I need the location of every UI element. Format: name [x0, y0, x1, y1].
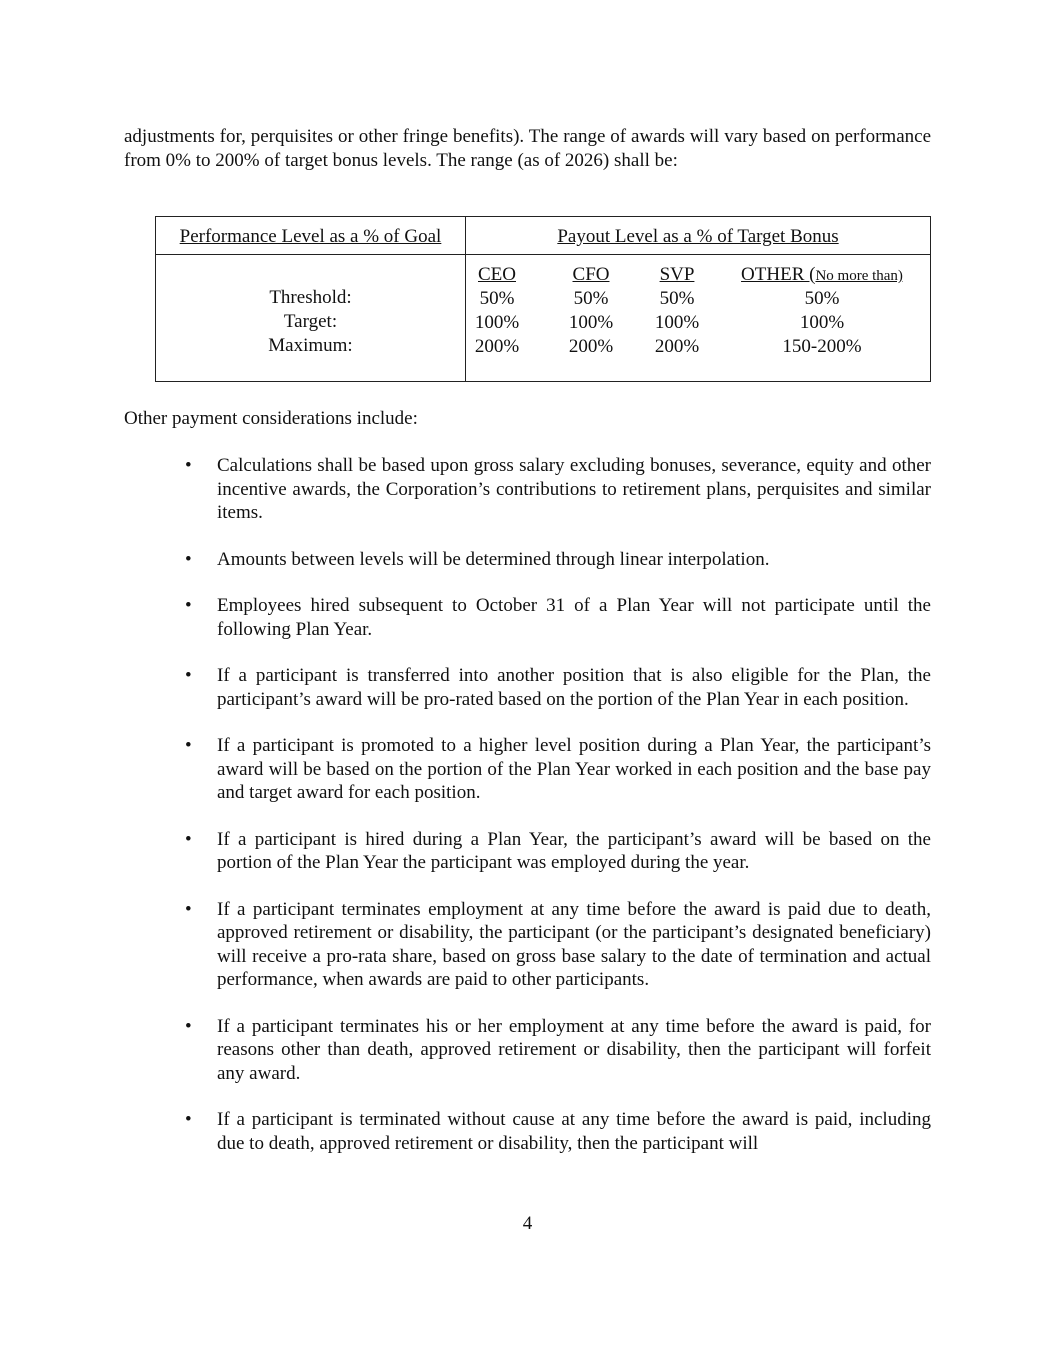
- column-header-other-name: OTHER (: [741, 264, 816, 285]
- list-item-text: If a participant terminates his or her employment at any time before the award is paid, for reasons other than death, approved retirement or disability, then the participant will forfeit any award.: [217, 1015, 931, 1084]
- ceo-threshold-value: 50%: [479, 288, 515, 309]
- considerations-heading: Other payment considerations include:: [124, 408, 418, 429]
- list-item: [124, 828, 931, 875]
- svp-maximum-value: 200%: [654, 336, 700, 357]
- list-item-text: Employees hired subsequent to October 31 of a Plan Year will not participate until the following Plan Year.: [217, 595, 931, 640]
- column-other: [724, 263, 920, 359]
- list-item: [124, 454, 931, 525]
- svp-target-value: 100%: [654, 312, 700, 333]
- intro-paragraph: adjustments for, perquisites or other fringe benefits). The range of awards will vary based on performance from 0% to 200% of target bonus levels. The range (as of 2026) shall be:: [124, 126, 931, 171]
- list-item-text: If a participant terminates employment at any time before the award is paid due to death, approved retirement or disability, the participant (or the participant’s designated beneficiary) will receive a pro-rata share, based on gross base salary to the date of termination and actual performance, when awards are paid to other participants.: [217, 898, 931, 990]
- cfo-target-value: 100%: [568, 312, 614, 333]
- column-header-ceo: CEO: [478, 264, 516, 285]
- ceo-target-value: 100%: [474, 312, 520, 333]
- list-item-text: If a participant is transferred into another position that is also eligible for the Plan, the participant’s award will be pro-rated based on the portion of the Plan Year in each position.: [217, 665, 931, 710]
- bullet-icon: •: [185, 735, 192, 756]
- considerations-list: [124, 454, 931, 1178]
- list-item: [124, 1108, 931, 1155]
- bullet-icon: •: [185, 595, 192, 616]
- column-ceo: [474, 263, 520, 359]
- list-item-text: If a participant is hired during a Plan Year, the participant’s award will be based on the portion of the Plan Year the participant was employed during the year.: [217, 828, 931, 873]
- bullet-icon: •: [185, 828, 192, 850]
- list-item-text: If a participant is promoted to a higher level position during a Plan Year, the participant’s award will be based on the portion of the Plan Year worked in each position and the base pay and target award for each position.: [217, 735, 931, 803]
- column-cfo: [567, 263, 615, 359]
- bullet-icon: •: [185, 898, 192, 920]
- list-item: [124, 594, 931, 641]
- other-threshold-value: 50%: [804, 288, 840, 309]
- column-header-other: [724, 263, 920, 287]
- column-header-other-note: No more than): [815, 268, 903, 284]
- bullet-icon: •: [185, 1109, 192, 1130]
- list-item: [124, 1015, 931, 1086]
- list-item: [124, 548, 931, 572]
- cfo-maximum-value: 200%: [568, 336, 614, 357]
- list-item: [124, 898, 931, 992]
- bullet-icon: •: [185, 1015, 192, 1037]
- list-item: [124, 734, 931, 805]
- column-svp: [652, 263, 702, 359]
- level-labels: [156, 286, 465, 358]
- bullet-icon: •: [185, 548, 192, 570]
- ceo-maximum-value: 200%: [474, 336, 520, 357]
- list-item-text: Calculations shall be based upon gross salary excluding bonuses, severance, equity and other incentive awards, the Corporation’s contributions to retirement plans, perquisites and similar items.: [217, 455, 931, 523]
- list-item-text: Amounts between levels will be determined through linear interpolation.: [217, 548, 770, 570]
- cfo-threshold-value: 50%: [573, 288, 609, 309]
- other-target-value: 100%: [799, 312, 845, 333]
- level-label-target: Target:: [283, 311, 338, 332]
- level-label-maximum: Maximum:: [268, 335, 353, 356]
- column-header-cfo: CFO: [572, 264, 610, 285]
- column-header-svp: SVP: [659, 264, 695, 285]
- svp-threshold-value: 50%: [659, 288, 695, 309]
- bullet-icon: •: [185, 455, 192, 476]
- list-item-text: If a participant is terminated without cause at any time before the award is paid, including due to death, approved retirement or disability, then the participant will: [217, 1109, 931, 1154]
- list-item: [124, 664, 931, 711]
- page-number: 4: [522, 1213, 533, 1234]
- bullet-icon: •: [185, 665, 192, 686]
- payout-level-header: Payout Level as a % of Target Bonus: [557, 226, 839, 247]
- payout-table: [155, 216, 931, 382]
- other-maximum-value: 150-200%: [782, 336, 862, 357]
- performance-level-header: Performance Level as a % of Goal: [179, 226, 442, 247]
- level-label-threshold: Threshold:: [269, 287, 352, 308]
